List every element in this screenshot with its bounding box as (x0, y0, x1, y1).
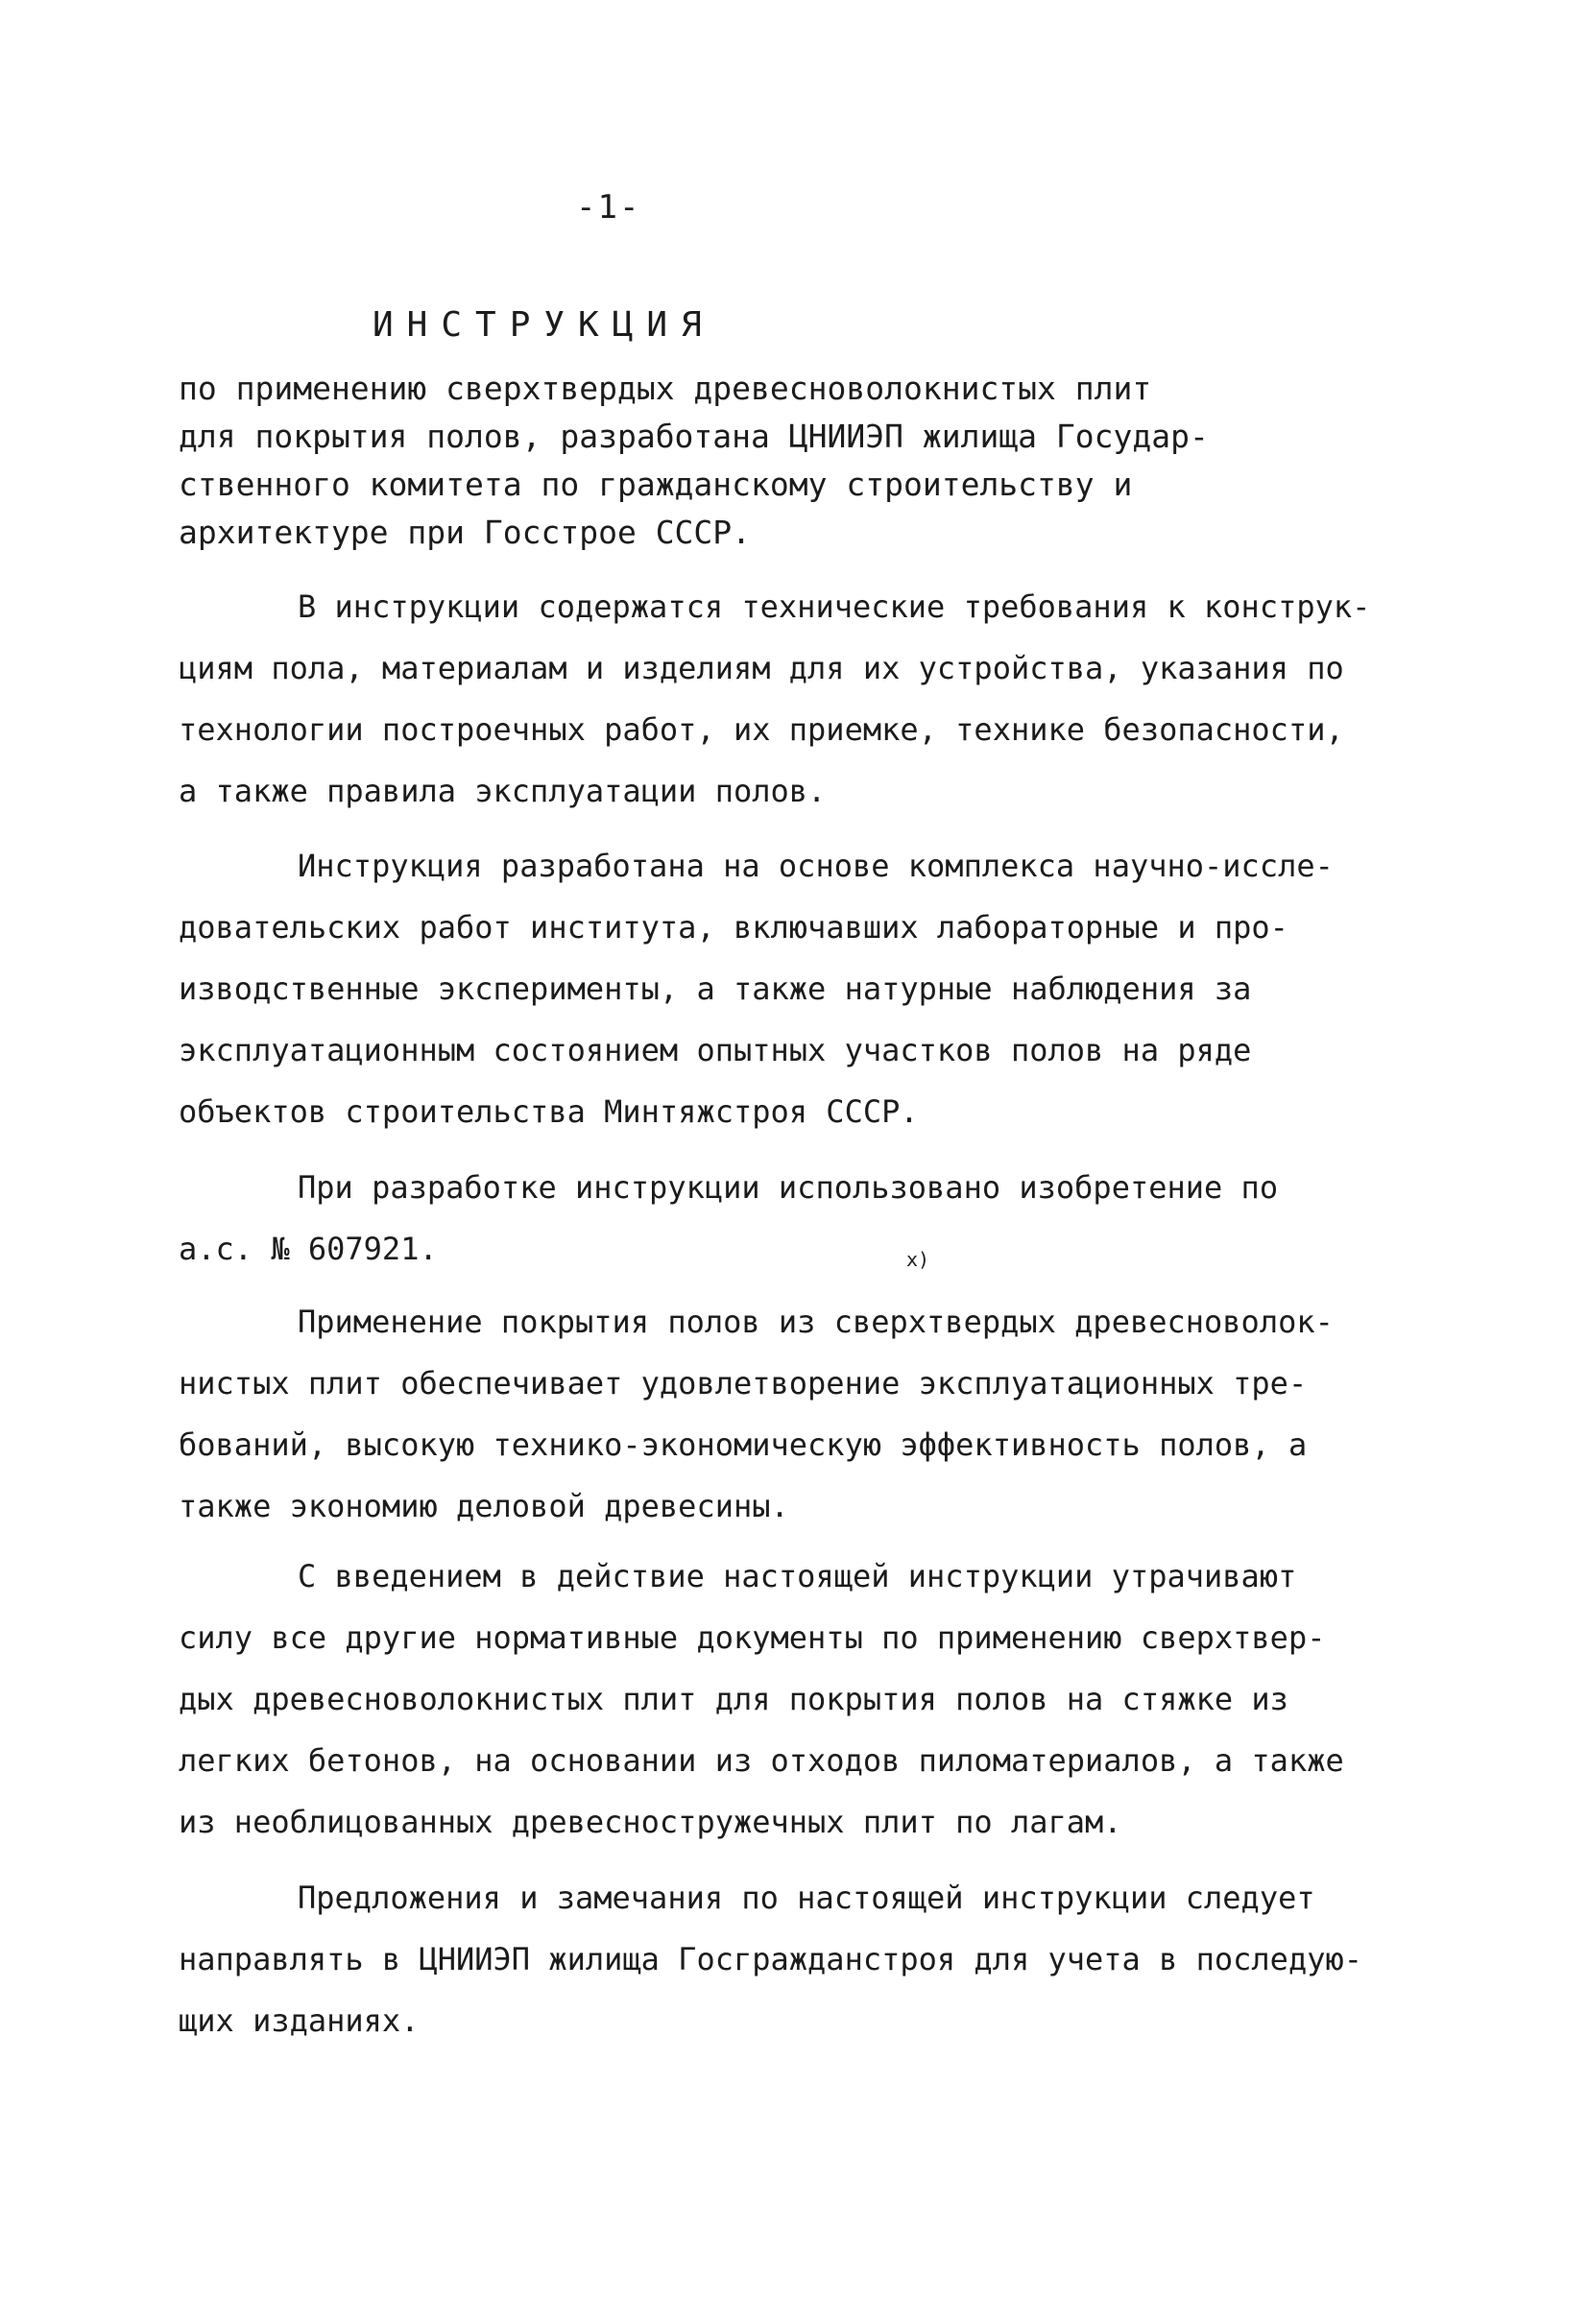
paragraph-line: легких бетонов, на основании из отходов пиломатериалов, а также (179, 1742, 1344, 1779)
paragraph-line: из необлицованных древесностружечных плит по лагам. (179, 1804, 1122, 1840)
footnote-mark: x) (906, 1248, 930, 1271)
paragraph-line: В инструкции содержатся технические требования к конструк- (298, 588, 1371, 625)
paragraph-line: циям пола, материалам и изделиям для их устройства, указания по (179, 650, 1344, 686)
subtitle-line: по применению сверхтвердых древесноволокнистых плит (179, 370, 1152, 407)
subtitle-line: для покрытия полов, разработана ЦНИИЭП жилища Государ- (179, 418, 1209, 455)
paragraph-line: щих изданиях. (179, 2002, 420, 2039)
paragraph-supersedes (179, 1545, 1417, 1853)
paragraph-feedback (179, 1867, 1417, 2051)
paragraph-line: довательских работ института, включавших лабораторные и про- (179, 909, 1288, 946)
paragraph-line: также экономию деловой древесины. (179, 1488, 789, 1524)
paragraph-line: силу все другие нормативные документы по применению сверхтвер- (179, 1619, 1326, 1656)
document-title: ИНСТРУКЦИЯ (373, 305, 715, 345)
paragraph-line: бований, высокую технико-экономическую эффективность полов, а (179, 1426, 1308, 1463)
paragraph-invention (179, 1157, 1417, 1280)
paragraph-scope (179, 576, 1417, 822)
paragraph-line: эксплуатационным состоянием опытных участков полов на ряде (179, 1032, 1252, 1068)
document-subtitle (179, 365, 1504, 557)
paragraph-line: дых древесноволокнистых плит для покрытия полов на стяжке из (179, 1681, 1288, 1717)
paragraph-basis (179, 835, 1417, 1142)
subtitle-line: ственного комитета по гражданскому строительству и (179, 466, 1133, 503)
paragraph-application (179, 1291, 1417, 1537)
paragraph-line: Предложения и замечания по настоящей инструкции следует (298, 1880, 1315, 1916)
paragraph-line: С введением в действие настоящей инструкции утрачивают (298, 1558, 1297, 1594)
paragraph-line: технологии построечных работ, их приемке, технике безопасности, (179, 711, 1344, 748)
paragraph-line: нистых плит обеспечивает удовлетворение эксплуатационных тре- (179, 1365, 1308, 1402)
paragraph-line: а также правила эксплуатации полов. (179, 773, 827, 809)
paragraph-line: направлять в ЦНИИЭП жилища Госгражданстроя для учета в последую- (179, 1941, 1362, 1977)
subtitle-line: архитектуре при Госстрое СССР. (179, 514, 752, 551)
paragraph-line: Инструкция разработана на основе комплекса научно-иссле- (298, 848, 1334, 884)
paragraph-line: объектов строительства Минтяжстроя СССР. (179, 1093, 919, 1130)
paragraph-line: Применение покрытия полов из сверхтвердых древесноволок- (298, 1304, 1334, 1340)
paragraph-line: изводственные эксперименты, а также натурные наблюдения за (179, 970, 1252, 1007)
paragraph-line: а.с. № 607921. (179, 1231, 438, 1267)
page-number: -1- (576, 188, 641, 227)
paragraph-line: При разработке инструкции использовано изобретение по (298, 1169, 1279, 1206)
